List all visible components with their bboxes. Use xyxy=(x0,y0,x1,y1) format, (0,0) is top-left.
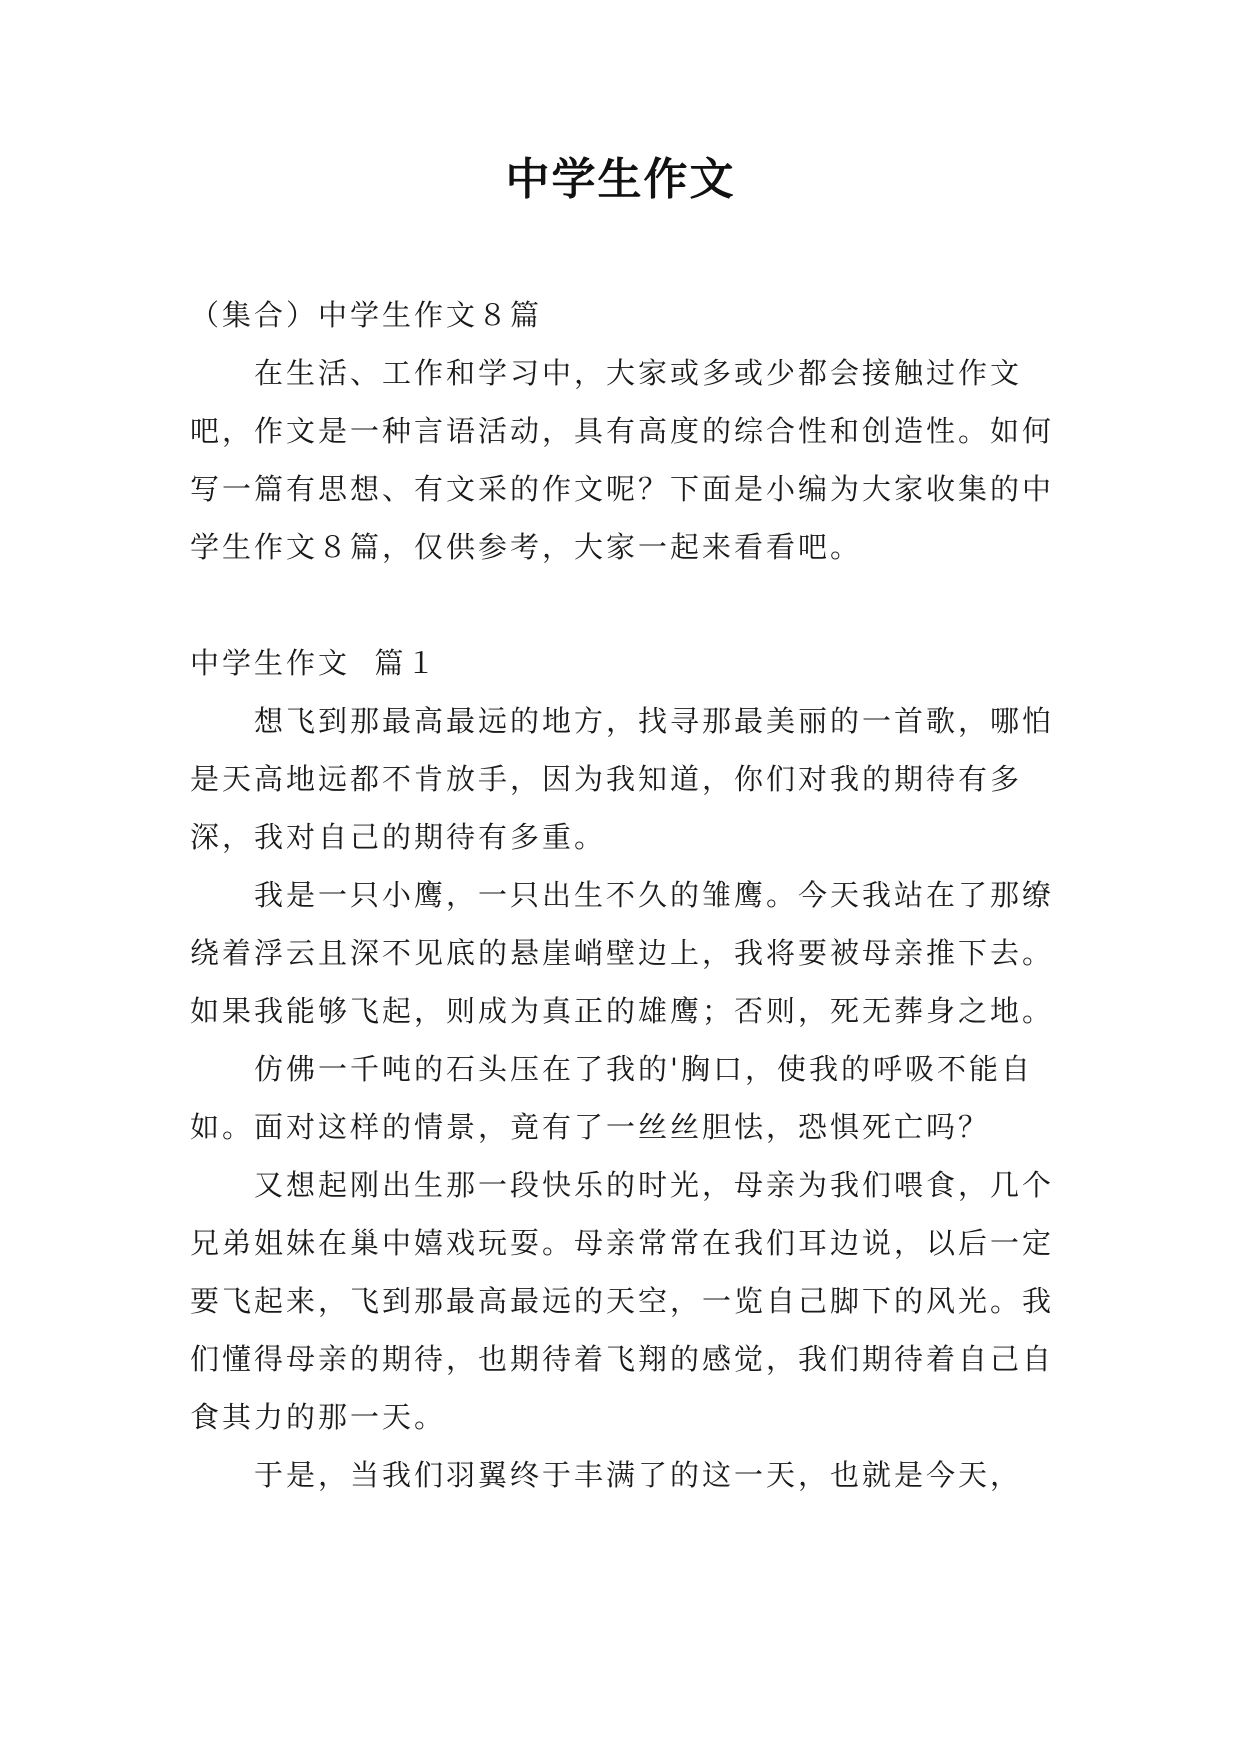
body-paragraph: 于是，当我们羽翼终于丰满了的这一天，也就是今天， xyxy=(254,1458,1023,1492)
body-paragraph: 仿佛一千吨的石头压在了我的'胸口，使我的呼吸不能自如。面对这样的情景，竟有了一丝丝胆怯，恐惧死亡吗？ xyxy=(190,1052,1033,1144)
section-spacer xyxy=(190,576,1058,634)
document-title: 中学生作文 xyxy=(505,154,736,205)
body-paragraph: 又想起刚出生那一段快乐的时光，母亲为我们喂食，几个兄弟姐妹在巢中嬉戏玩耍。母亲常常在我们耳边说，以后一定要飞起来，飞到那最高最远的天空，一览自己脚下的风光。我们懂得母亲的期待，也期待着飞翔的感觉，我们期待着自己自食其力的那一天。 xyxy=(190,1168,1055,1434)
document-body xyxy=(190,286,1058,1504)
body-paragraph: 想飞到那最高最远的地方，找寻那最美丽的一首歌，哪怕是天高地远都不肯放手，因为我知道，你们对我的期待有多深，我对自己的期待有多重。 xyxy=(190,704,1055,854)
body-paragraph: 我是一只小鹰，一只出生不久的雏鹰。今天我站在了那缭绕着浮云且深不见底的悬崖峭壁边上，我将要被母亲推下去。如果我能够飞起，则成为真正的雄鹰；否则，死无葬身之地。 xyxy=(190,878,1055,1028)
collection-heading: （集合）中学生作文８篇 xyxy=(190,298,543,332)
section-heading: 中学生作文 篇１ xyxy=(190,646,439,680)
intro-paragraph: 在生活、工作和学习中，大家或多或少都会接触过作文吧，作文是一种言语活动，具有高度的综合性和创造性。如何写一篇有思想、有文采的作文呢？下面是小编为大家收集的中学生作文８篇，仅供参考，大家一起来看看吧。 xyxy=(190,356,1055,564)
